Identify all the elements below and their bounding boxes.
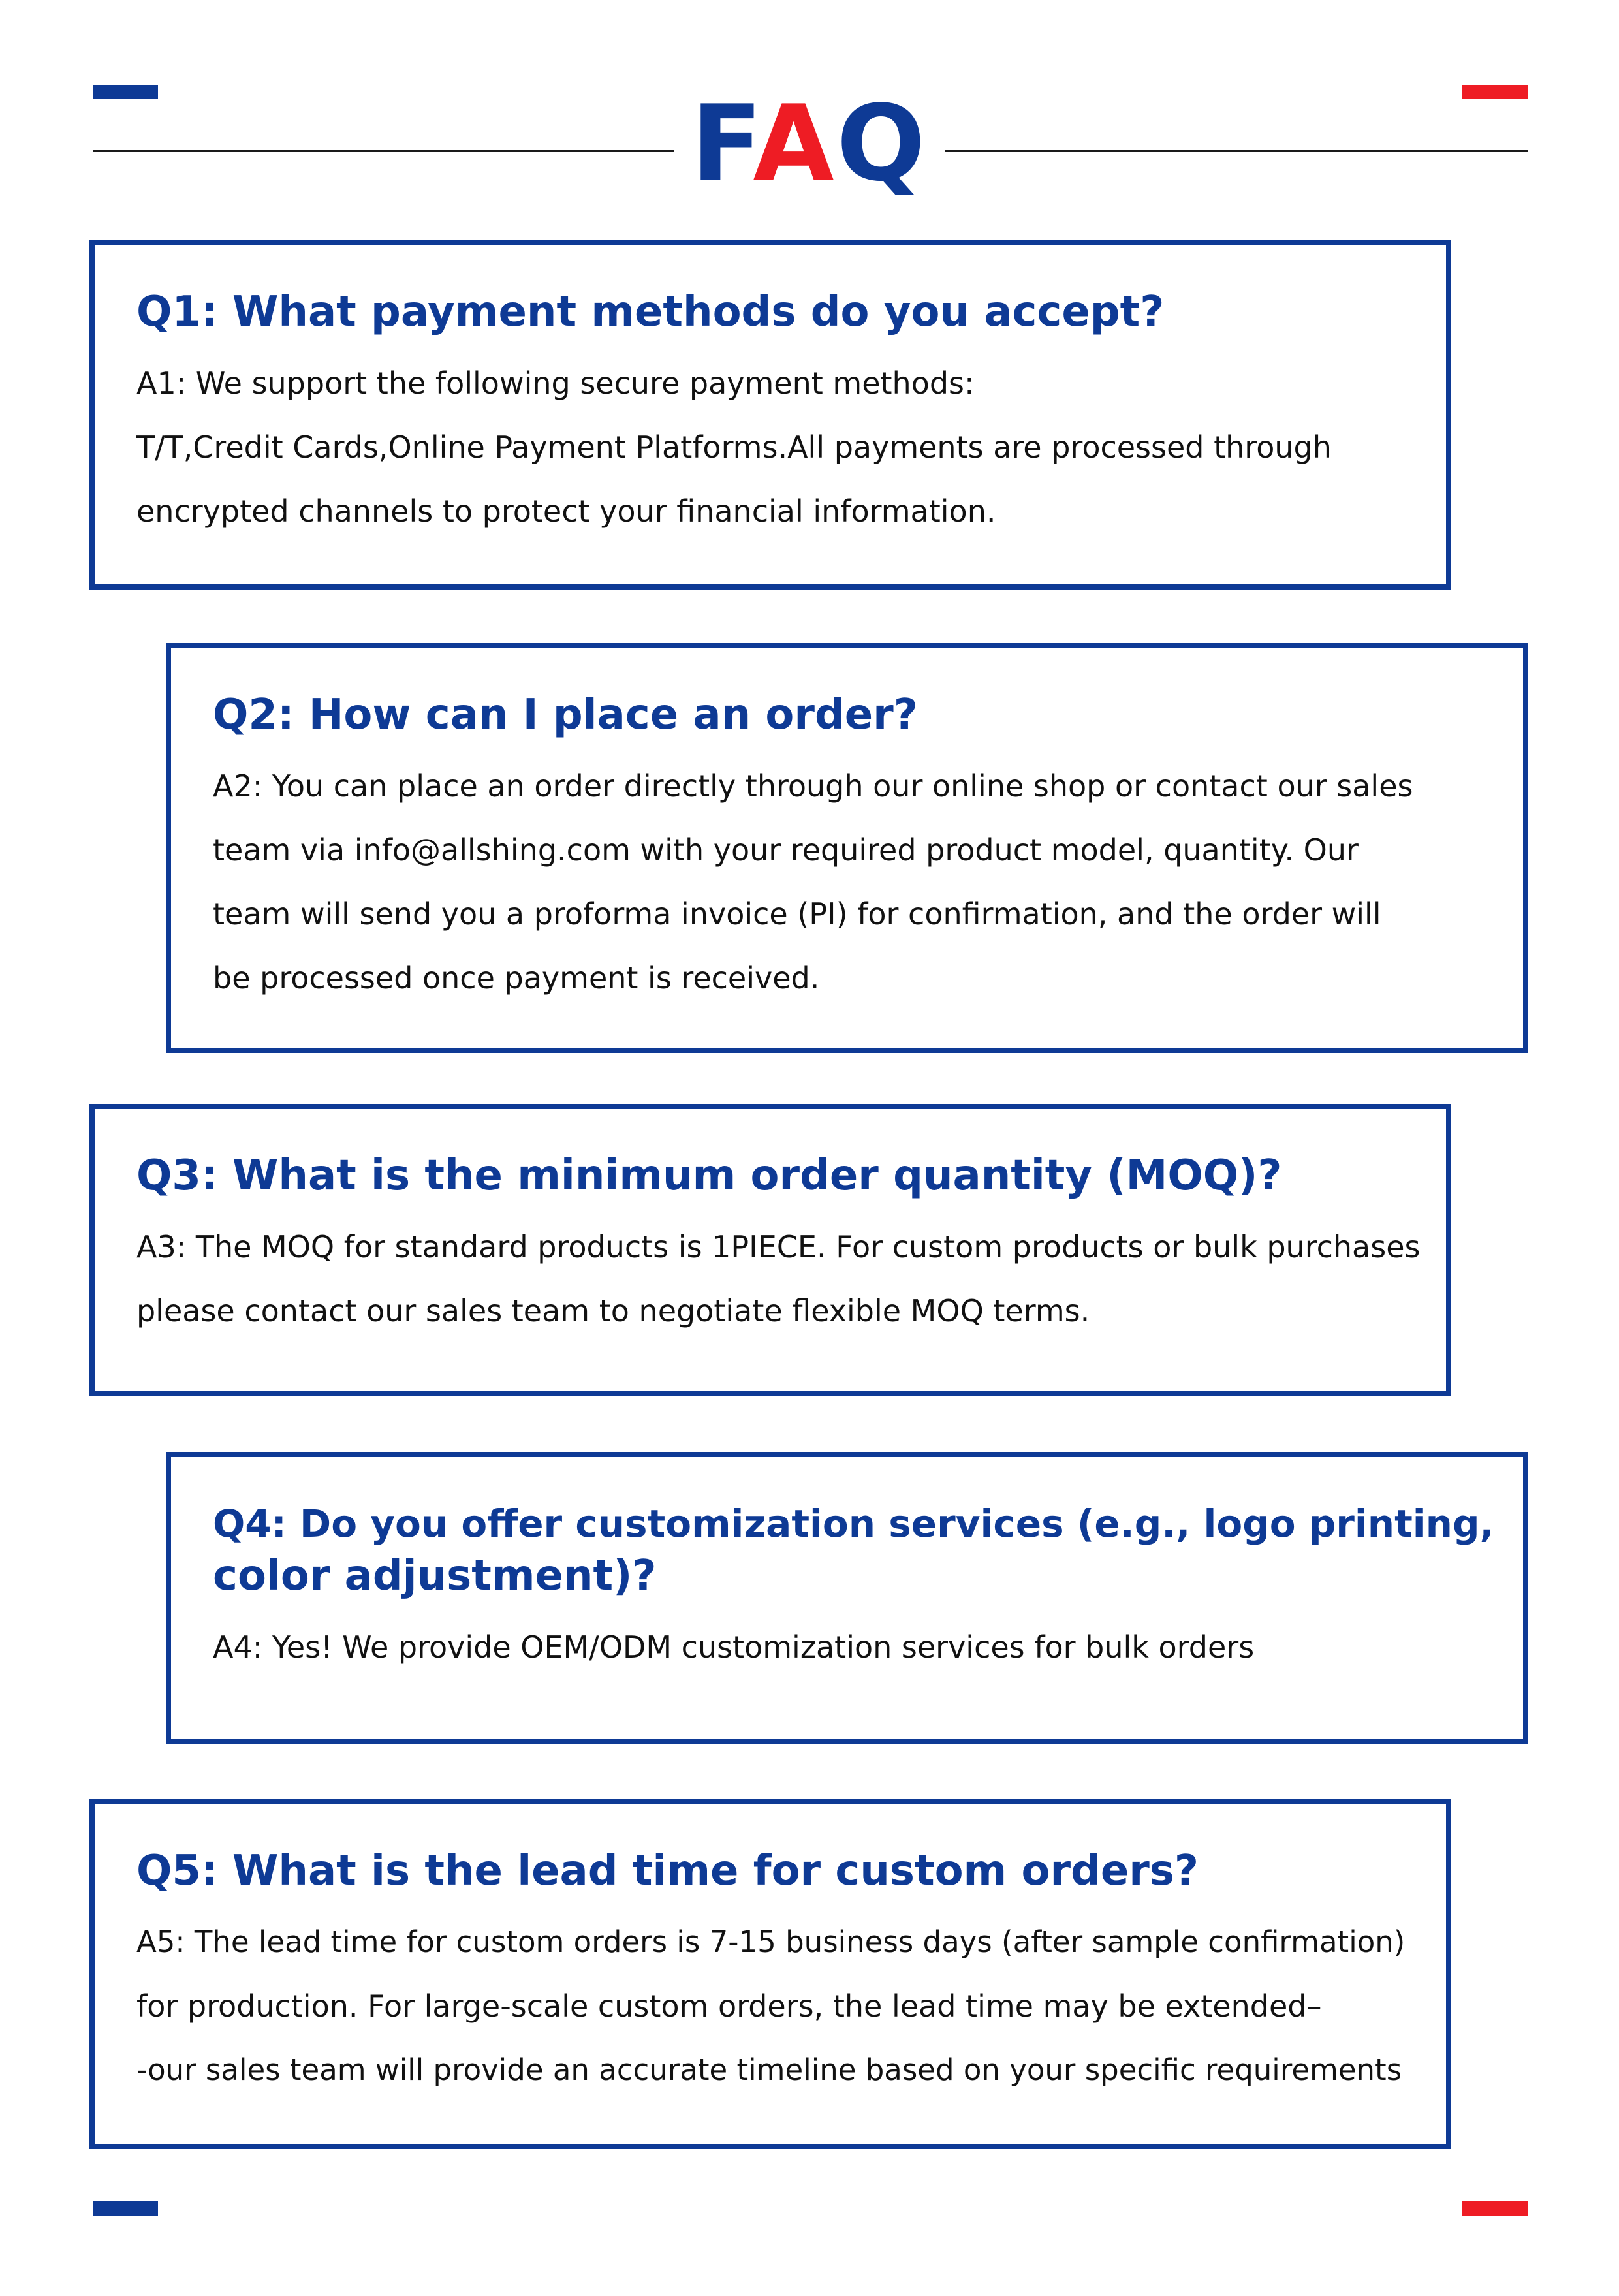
faq-question: Q3: What is the minimum order quantity (MOQ)? <box>136 1152 1282 1200</box>
answer-line: -our sales team will provide an accurate timeline based on your specific requirements <box>136 2052 1402 2087</box>
faq-question: Q1: What payment methods do you accept? <box>136 288 1165 336</box>
answer-line: for production. For large-scale custom orders, the lead time may be extended– <box>136 1989 1322 2024</box>
corner-dash-bottom-left <box>93 2201 158 2216</box>
faq-question: Q5: What is the lead time for custom orders? <box>136 1847 1199 1895</box>
faq-answer <box>213 1615 1490 1679</box>
faq-card-q5 <box>89 1799 1451 2149</box>
title-letter-a: A <box>753 82 837 204</box>
answer-line: A1: We support the following secure payment methods: <box>136 366 975 401</box>
answer-line: team will send you a proforma invoice (PI) for confirmation, and the order will <box>213 896 1381 932</box>
page-title <box>0 82 1619 206</box>
faq-answer <box>136 1910 1413 2102</box>
title-letter-f: F <box>691 82 753 204</box>
faq-answer <box>213 754 1490 1010</box>
answer-line: encrypted channels to protect your financial information. <box>136 494 996 529</box>
answer-line: team via info@allshing.com with your required product model, quantity. Our <box>213 832 1359 868</box>
title-letter-q: Q <box>836 82 928 204</box>
answer-line: A2: You can place an order directly through our online shop or contact our sales <box>213 768 1413 804</box>
answer-line: A3: The MOQ for standard products is 1PIECE. For custom products or bulk purchases <box>136 1229 1421 1265</box>
faq-card-q4 <box>166 1452 1528 1744</box>
corner-dash-bottom-right <box>1462 2201 1528 2216</box>
faq-answer <box>136 351 1413 543</box>
answer-line: A4: Yes! We provide OEM/ODM customization services for bulk orders <box>213 1629 1255 1665</box>
answer-line: T/T,Credit Cards,Online Payment Platforms.All payments are processed through <box>136 430 1332 465</box>
answer-line: be processed once payment is received. <box>213 960 820 996</box>
faq-question: Q2: How can I place an order? <box>213 691 918 739</box>
faq-question <box>213 1498 1494 1602</box>
faq-answer <box>136 1215 1421 1343</box>
question-line: Q4: Do you offer customization services (e.g., logo printing, <box>213 1502 1494 1546</box>
faq-card-q2 <box>166 643 1528 1053</box>
faq-card-q3 <box>89 1104 1451 1396</box>
faq-card-q1 <box>89 240 1451 590</box>
answer-line: please contact our sales team to negotiate flexible MOQ terms. <box>136 1293 1090 1329</box>
question-line: color adjustment)? <box>213 1552 657 1600</box>
answer-line: A5: The lead time for custom orders is 7-15 business days (after sample confirmation) <box>136 1925 1406 1959</box>
